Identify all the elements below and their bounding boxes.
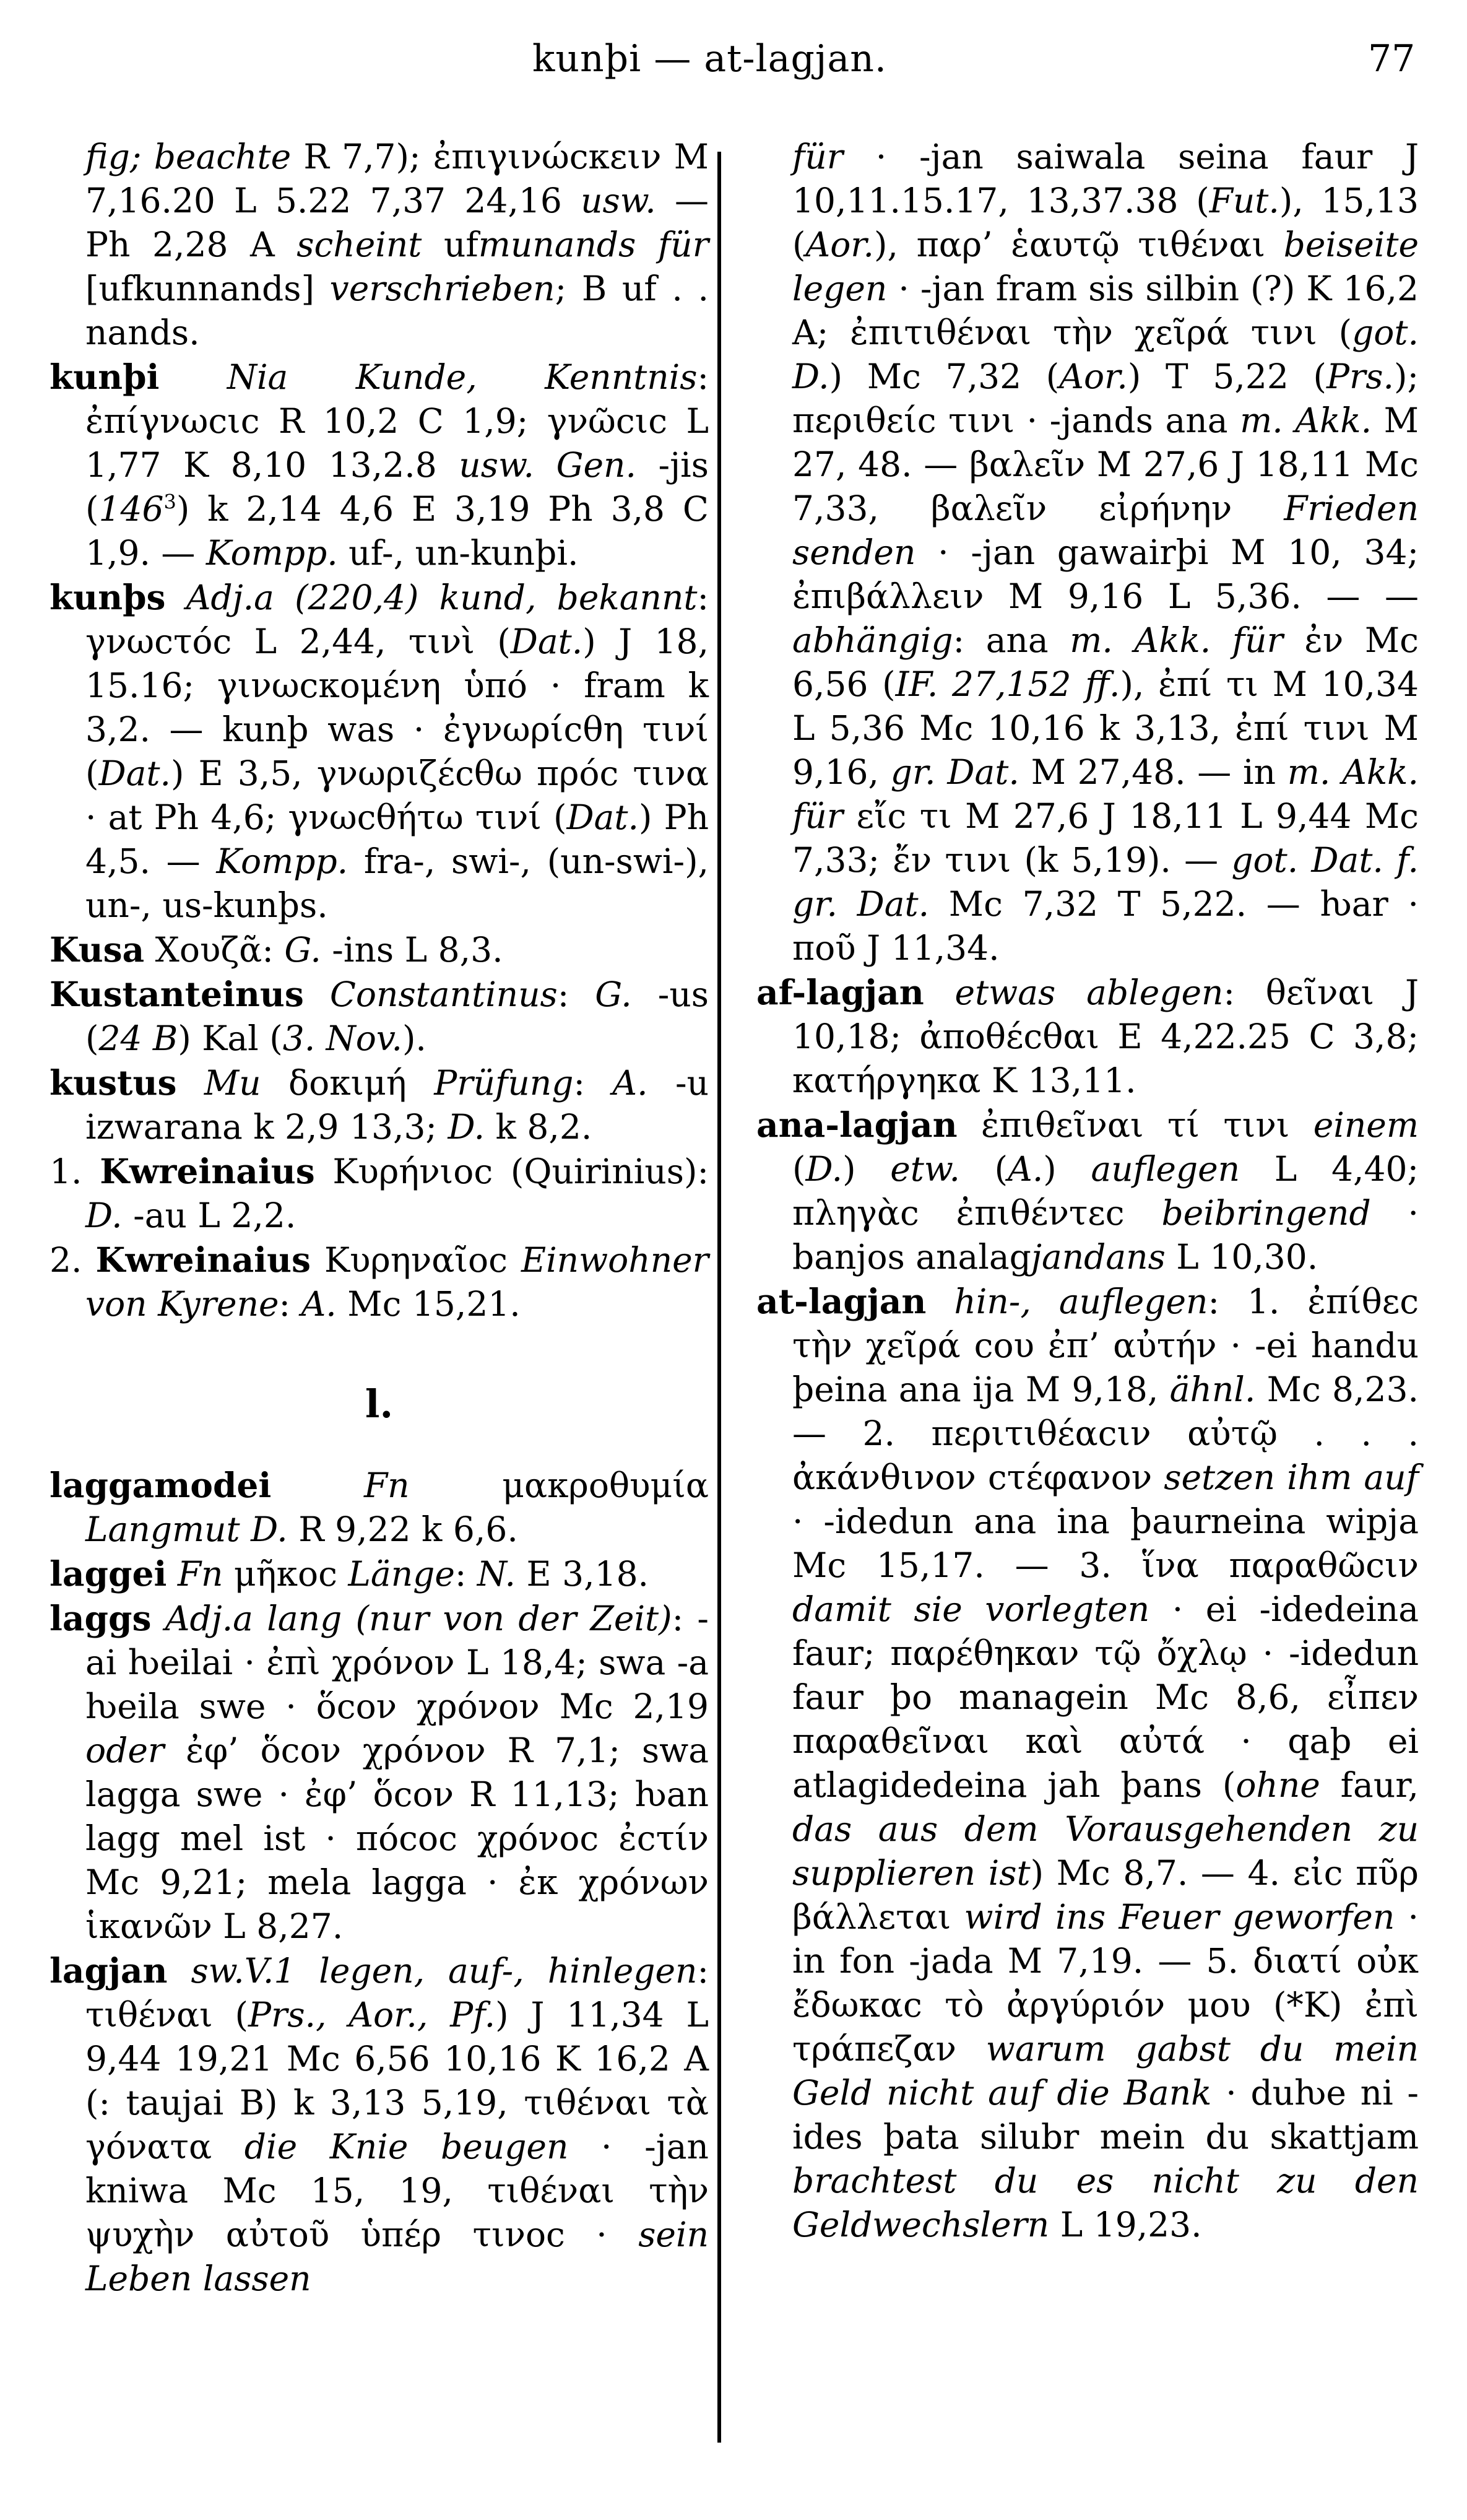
dictionary-entry — [50, 1238, 709, 1326]
italic-gloss: Adj.a lang (nur von der Zeit) — [165, 1599, 672, 1638]
italic-gloss: für — [657, 225, 709, 264]
italic-gloss: usw. — [581, 181, 656, 220]
entry-text: 1. — [50, 1152, 100, 1191]
entry-text: ; B uf . . nands. — [85, 269, 709, 352]
italic-gloss: beiseite legen — [792, 225, 1419, 308]
running-title: kunþi — at-lagjan. — [532, 37, 887, 80]
dictionary-entry — [50, 355, 709, 575]
entry-text: : 1. ἐπίθεϲ τὴν χεῖρά ϲου ἐπ’ αὐτήν · -ei handu þeina ana ija M 9,18, — [792, 1282, 1419, 1409]
entry-text: εἴϲ τι M 27,6 J 18,11 L 9,44 Mc 7,33; ἔν τινι (k 5,19). — — [792, 796, 1419, 880]
entry-text: : — [557, 975, 595, 1014]
entry-text: : -ai ƕeilai · ἐπὶ χρόνον L 18,4; swa -a ƕeila swe · ὅϲον χρόνον Mc 2,19 — [85, 1599, 709, 1726]
entry-text: ( — [792, 1149, 806, 1189]
dictionary-entry — [50, 1949, 709, 2301]
entry-text: ). — [402, 1019, 426, 1058]
entry-text: : θεῖναι J 10,18; ἀποθέϲθαι E 4,22.25 C 3,8; κατήργηκα K 13,11. — [792, 973, 1419, 1100]
entry-text: l. — [365, 1381, 394, 1427]
italic-gloss: damit sie vorlegten — [792, 1589, 1150, 1629]
entry-text — [166, 578, 186, 617]
dictionary-entry — [50, 928, 709, 972]
entry-text — [151, 1599, 165, 1638]
entry-text: δοκιμή — [261, 1063, 435, 1103]
entry-text — [924, 973, 955, 1012]
entry-text: M 27, 48. — βαλεῖν M 27,6 J 18,11 Mc 7,33, βαλεῖν εἰρήνην — [792, 401, 1419, 528]
headword: laggs — [50, 1598, 152, 1638]
italic-gloss: got. D. — [792, 313, 1419, 396]
italic-gloss: D. — [85, 1196, 123, 1235]
entry-text: Κυρηναῖοϲ — [311, 1240, 521, 1280]
dictionary-entry — [756, 135, 1419, 970]
dictionary-entry — [50, 575, 709, 928]
dictionary-entry — [50, 1596, 709, 1949]
italic-gloss: scheint — [296, 225, 422, 264]
entry-text: — Ph 2,28 A — [85, 181, 709, 264]
entry-text: · ei -idedeina faur; παρέθηκαν τῷ ὄχλῳ · -idedun faur þo managein Mc 8,6, εἶπεν παραθεῖναι καὶ αὐτά · qaþ ei atlagidedeina jah þans ( — [792, 1589, 1419, 1805]
dictionary-entry — [50, 972, 709, 1061]
entry-text: ( — [959, 1149, 1008, 1189]
italic-gloss: brachtest du es nicht zu den Geldwechslern — [792, 2161, 1419, 2244]
entry-text: · -idedun ana ina þaurneina wipja Mc 15,17. — 3. ἵνα παραθῶϲιν — [792, 1501, 1419, 1585]
italic-gloss: Langmut D. — [85, 1510, 288, 1549]
entry-text: ) Mc 8,7. — 4. εἰϲ πῦρ βάλλεται — [792, 1853, 1419, 1937]
entry-text — [926, 1282, 954, 1321]
italic-gloss: Länge — [348, 1554, 455, 1594]
entry-text: uf-, un-kunþi. — [337, 533, 579, 573]
headword: af-lagjan — [756, 972, 924, 1012]
italic-gloss: Frieden senden — [792, 489, 1419, 572]
italic-gloss: Dat. — [98, 754, 171, 793]
entry-text: -us ( — [85, 975, 709, 1058]
entry-text: L 10,30. — [1165, 1237, 1318, 1277]
headword: Kwreinaius — [100, 1151, 315, 1191]
entry-text: ), 15,13 ( — [792, 181, 1419, 264]
entry-text: ), ἐπί τι M 10,34 L 5,36 Mc 10,16 k 3,13, ἐπί τινι M 9,16, — [792, 664, 1419, 792]
headword: at-lagjan — [756, 1281, 927, 1321]
italic-gloss: A. — [301, 1284, 337, 1324]
entry-text: μῆκοϲ — [223, 1554, 348, 1594]
entry-text: ἐν Mc 6,56 ( — [792, 620, 1419, 704]
italic-gloss: A. — [1008, 1149, 1044, 1189]
headword: Kustanteinus — [50, 974, 304, 1014]
headword: kunþs — [50, 577, 166, 617]
entry-text: ), παρ’ ἑαυτῷ τιθέναι — [874, 225, 1284, 264]
italic-gloss: Aor. — [805, 225, 875, 264]
italic-gloss: Prs. — [1326, 357, 1394, 396]
right-column — [756, 135, 1419, 2247]
entry-text: ) E 3,5, γνωριζέϲθω πρόϲ τινα · at Ph 4,6; γνωϲθήτω τινί ( — [85, 754, 709, 837]
italic-gloss: etw. — [890, 1149, 960, 1189]
dictionary-entry — [756, 1279, 1419, 2247]
italic-gloss: Fut. — [1209, 181, 1279, 220]
entry-text: ) T 5,22 ( — [1127, 357, 1326, 396]
entry-text: · duƕe ni -ides þata silubr mein du skattjam — [792, 2073, 1419, 2157]
entry-text: ) Kal ( — [178, 1019, 283, 1058]
italic-gloss: auflegen — [1091, 1149, 1240, 1189]
italic-gloss: setzen ihm auf — [1164, 1458, 1419, 1497]
dictionary-entry — [50, 135, 709, 355]
italic-gloss: ohne — [1235, 1765, 1320, 1805]
entry-text: [ufkunnands] — [85, 269, 330, 308]
entry-text: : ana — [953, 620, 1070, 660]
entry-text: L 4,40; πληγὰϲ ἐπιθέντεϲ — [792, 1149, 1419, 1233]
italic-gloss: hin-, auflegen — [954, 1282, 1208, 1321]
italic-gloss: Aor. — [1059, 357, 1128, 396]
entry-text: Mc 15,21. — [336, 1284, 521, 1324]
headword: lagjan — [50, 1950, 168, 1991]
headword: ana-lagjan — [756, 1105, 958, 1145]
italic-gloss: munands — [478, 225, 636, 264]
headword: kustus — [50, 1062, 177, 1103]
italic-gloss: Kompp. — [216, 841, 348, 881]
italic-gloss: die Knie beugen — [244, 2127, 569, 2166]
italic-gloss: Prüfung — [434, 1063, 574, 1103]
entry-text: : — [279, 1284, 301, 1324]
entry-text: ) J 18, 15.16; γινωϲκομένη ὑπό · fram k 3,2. — kunþ was · ἐγνωρίϲθη τινί ( — [85, 622, 709, 793]
italic-gloss: Einwohner von Kyrene — [85, 1240, 709, 1324]
italic-gloss: warum gabst du mein Geld nicht auf die Bank — [792, 2029, 1419, 2113]
italic-gloss: m. Akk. — [1240, 401, 1372, 440]
entry-text: 2. — [50, 1240, 96, 1280]
entry-text: ) Mc 7,32 ( — [829, 357, 1060, 396]
italic-gloss: gr. Dat. — [890, 752, 1019, 792]
headword: Kwreinaius — [95, 1240, 311, 1280]
headword: kunþi — [50, 357, 160, 397]
italic-gloss: beibringend — [1161, 1193, 1371, 1233]
entry-text: · -jan kniwa Mc 15, 19, τιθέναι τὴν ψυχὴν αὐτοῦ ὑπέρ τινοϲ · — [85, 2127, 709, 2254]
entry-text: k 8,2. — [485, 1107, 592, 1147]
italic-gloss: Constantinus — [329, 975, 558, 1014]
italic-gloss: Kompp. — [206, 533, 338, 573]
italic-gloss: fig; beachte — [85, 137, 292, 176]
italic-gloss: Nia Kunde, Kenntnis — [227, 357, 698, 397]
italic-gloss: Mu — [204, 1063, 261, 1103]
headword: laggei — [50, 1553, 167, 1594]
entry-text — [159, 357, 227, 397]
italic-gloss: Fn — [177, 1554, 223, 1594]
entry-text: -u izwarana k 2,9 13,3; — [85, 1063, 709, 1147]
entry-text: Mc 7,32 T 5,22. — ƕar · ποῦ J 11,34. — [792, 884, 1419, 968]
headword: laggamodei — [50, 1465, 272, 1505]
entry-text: ) — [1043, 1149, 1091, 1189]
entry-text: fra-, swi-, (un-swi-), un-, us-kunþs. — [85, 841, 709, 925]
entry-text: -jis ( — [85, 445, 709, 529]
entry-text: · banjos analag — [792, 1193, 1419, 1277]
dictionary-entry — [50, 1149, 709, 1238]
italic-gloss: sein Leben lassen — [85, 2215, 709, 2298]
italic-gloss: N. — [477, 1554, 516, 1594]
headword: Kusa — [50, 929, 145, 970]
italic-gloss: einem — [1313, 1105, 1419, 1145]
entry-text: μακροθυμία — [409, 1466, 709, 1505]
entry-text: R 9,22 k 6,6. — [287, 1510, 518, 1549]
italic-gloss: jandans — [1031, 1237, 1166, 1277]
italic-gloss: 24 B — [98, 1019, 178, 1058]
italic-gloss: Adj.a (220,4) kund, bekannt — [186, 578, 698, 617]
italic-gloss: Fn — [364, 1466, 410, 1505]
italic-gloss: oder — [85, 1731, 165, 1770]
dictionary-entry — [50, 1552, 709, 1596]
italic-gloss: D. — [448, 1107, 485, 1147]
dictionary-entry — [50, 1463, 709, 1552]
entry-text: uf — [422, 225, 478, 264]
italic-gloss: Dat. — [566, 797, 639, 837]
dictionary-entry — [756, 1103, 1419, 1279]
entry-text: Mc 8,23. — 2. περιτιθέαϲιν αὐτῷ . . . ἀκάνθινον ϲτέφανον — [792, 1370, 1419, 1497]
left-column — [50, 135, 709, 2301]
entry-text: L 19,23. — [1049, 2205, 1202, 2244]
entry-text: M 27,48. — in — [1019, 752, 1287, 792]
italic-gloss: Dat. — [510, 622, 583, 661]
entry-text: -au L 2,2. — [122, 1196, 296, 1235]
entry-text: ) Ph 4,5. — — [85, 797, 709, 881]
italic-gloss: sw.V.1 legen, auf-, hinlegen — [191, 1951, 698, 1991]
italic-gloss: 3. Nov. — [282, 1019, 402, 1058]
dictionary-entry — [50, 1061, 709, 1149]
italic-gloss: Prs., Aor., Pf. — [248, 1995, 496, 2035]
italic-gloss: usw. Gen. — [459, 445, 636, 485]
italic-gloss: ähnl. — [1169, 1370, 1256, 1409]
italic-gloss: G. — [595, 975, 632, 1014]
italic-gloss: das aus dem Vorausgehenden zu supplieren ist — [792, 1809, 1419, 1893]
entry-text: ); περιθείϲ τινι · -jands ana — [792, 357, 1419, 440]
italic-gloss: got. Dat. f. gr. Dat. — [792, 840, 1419, 924]
entry-text: E 3,18. — [515, 1554, 649, 1594]
italic-gloss: wird ins Feuer geworfen — [964, 1897, 1395, 1937]
entry-text: · in fon -jada M 7,19. — 5. διατί οὐκ ἔδωκαϲ τὸ ἀργύριόν μου (*K) ἐπὶ τράπεζαν — [792, 1897, 1419, 2069]
italic-gloss: G. — [284, 930, 321, 970]
entry-text: ) k 2,14 4,6 E 3,19 Ph 3,8 C 1,9. — — [85, 489, 709, 573]
italic-gloss: m. Akk. für — [792, 752, 1419, 836]
entry-text: · -jan saiwala seina faur J 10,11.15.17, 13,37.38 ( — [792, 137, 1419, 220]
entry-text — [636, 225, 658, 264]
entry-text: R 7,7); ἐπιγινώϲκειν M 7,16.20 L 5.22 7,37 24,16 — [85, 137, 709, 220]
italic-gloss: D. — [805, 1149, 843, 1189]
entry-text: ἐπιθεῖναι τί τινι — [957, 1105, 1313, 1145]
entry-text: · -jan gawairþi M 10, 34; ἐπιβάλλειν M 9,16 L 5,36. — — — [792, 532, 1419, 616]
superscript: 3 — [163, 490, 176, 514]
entry-text: Κυρήνιοϲ (Quirinius): — [314, 1152, 709, 1191]
entry-text: : ἐπίγνωϲιϲ R 10,2 C 1,9; γνῶϲιϲ L 1,77 K 8,10 13,2.8 — [85, 357, 709, 485]
entry-text — [271, 1466, 364, 1505]
entry-text: ἐφ’ ὅϲον χρόνον R 7,1; swa lagga swe · ἐφ’ ὅϲον R 11,13; ƕan lagg mel ist · πόϲοϲ χρόνοϲ ἐϲτίν Mc 9,21; mela lagga · ἐκ χρόνων ἱκανῶν L 8,27. — [85, 1731, 709, 1946]
entry-text: : — [573, 1063, 613, 1103]
entry-text: Χουζᾶ: — [144, 930, 285, 970]
entry-text: : — [454, 1554, 477, 1594]
italic-gloss: m. Akk. für — [1070, 620, 1283, 660]
entry-text: · -jan fram sis silbin (?) K 16,2 A; ἐπιτιθέναι τὴν χεῖρά τινι ( — [792, 269, 1419, 352]
italic-gloss: 146 — [98, 489, 164, 529]
entry-text — [176, 1063, 204, 1103]
entry-text — [167, 1554, 177, 1594]
entry-text: : γνωϲτόϲ L 2,44, τινὶ ( — [85, 578, 709, 661]
page-number: 77 — [1368, 37, 1416, 80]
section-letter-heading — [50, 1382, 709, 1426]
dictionary-entry — [756, 970, 1419, 1103]
entry-text: : τιθέναι ( — [85, 1951, 709, 2035]
italic-gloss: abhängig — [792, 620, 953, 660]
italic-gloss: verschrieben — [329, 269, 555, 308]
entry-text: -ins L 8,3. — [321, 930, 503, 970]
italic-gloss: für — [792, 137, 844, 176]
column-divider — [717, 152, 721, 2443]
entry-text: ) J 11,34 L 9,44 19,21 Mc 6,56 10,16 K 16,2 A (: taujai B) k 3,13 5,19, τιθέναι τὰ γόνατα — [85, 1995, 709, 2166]
italic-gloss: IF. 27,152 ff. — [895, 664, 1120, 704]
entry-text: faur, — [1320, 1765, 1419, 1805]
page-header — [0, 31, 1467, 87]
italic-gloss: etwas ablegen — [954, 973, 1224, 1012]
italic-gloss: A. — [612, 1063, 648, 1103]
entry-text: ) — [842, 1149, 891, 1189]
entry-text — [304, 975, 330, 1014]
entry-text — [168, 1951, 191, 1991]
